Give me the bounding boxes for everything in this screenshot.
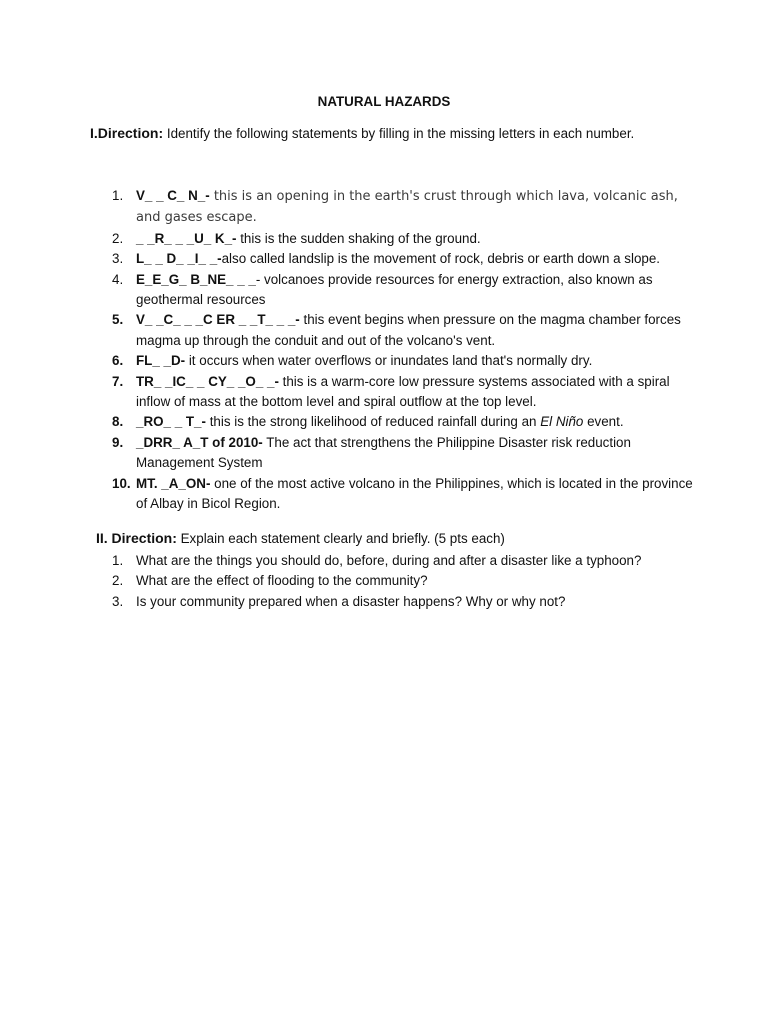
question-item-9 [96,433,696,474]
question-number: 9. [112,434,124,450]
question-italic-term: El Niño [540,414,584,430]
part1-direction-label: I.Direction: [90,125,164,141]
essay-item-2 [96,571,696,591]
essay-item-3 [96,592,696,612]
question-item-3 [96,249,696,269]
page-title: NATURAL HAZARDS [317,94,451,109]
question-item-7 [96,372,696,413]
essay-question: Is your community prepared when a disaster happens? Why or why not? [136,593,566,609]
question-answer-blank: _ _R_ _ _U_ K_- [136,230,237,246]
question-number: 4. [112,271,124,287]
question-description: this is a warm-core low pressure systems associated with a spiral inflow of mass at the bottom level and spiral outflow at the top level. [136,373,670,410]
question-number: 5. [112,312,124,328]
question-answer-blank: V_ _C_ _ _C ER _ _T_ _ _- [136,312,300,328]
part1-direction-text: Identify the following statements by filling in the missing letters in each number. [163,126,635,141]
question-description: one of the most active volcano in the Philippines, which is located in the province of Albay in Bicol Region. [136,475,693,512]
part2-direction [96,530,736,546]
question-answer-blank: FL_ _D- [136,353,186,369]
question-number: 10. [112,475,131,491]
question-item-4 [96,270,696,311]
part2-question-list [96,551,696,612]
question-item-6 [96,351,696,371]
question-number: 1. [112,188,124,203]
part1-direction [90,125,730,141]
essay-item-1 [96,551,696,571]
question-description: this event begins when pressure on the magma chamber forces magma up through the conduit and out of the volcano's vent. [136,312,681,348]
question-description: it occurs when water overflows or inundates land that's normally dry. [185,353,593,369]
part2-direction-label: II. Direction: [96,530,177,546]
question-number: 2. [112,230,124,246]
question-number: 7. [112,373,124,389]
part2-direction-text: Explain each statement clearly and briefly. (5 pts each) [176,531,505,546]
question-description: this is the sudden shaking of the ground. [236,230,481,246]
question-number: 8. [112,414,124,430]
question-description-end: event. [583,414,624,430]
question-number: 6. [112,353,124,369]
question-description: - volcanoes provide resources for energy extraction, also known as geothermal resources [136,271,653,308]
essay-number: 1. [112,553,124,568]
question-item-1 [96,186,696,229]
question-description: also called landslip is the movement of rock, debris or earth down a slope. [221,251,661,267]
essay-number: 3. [112,593,124,609]
question-description: this is an opening in the earth's crust through which lava, volcanic ash, and gases escape. [136,189,678,226]
question-answer-blank: E_E_G_ B_NE_ _ _ [136,271,256,287]
question-answer-blank: _DRR_ A_T of 2010- [136,434,263,450]
question-item-10 [96,474,696,515]
part1-question-list [96,186,696,515]
question-answer-blank: TR_ _IC_ _ CY_ _O_ _- [136,373,279,389]
question-item-8 [96,412,696,432]
question-item-2 [96,229,696,249]
essay-number: 2. [112,573,124,589]
essay-question: What are the effect of flooding to the community? [136,573,428,589]
question-answer-blank: MT. _A_ON- [136,475,211,491]
question-number: 3. [112,251,124,267]
question-item-5 [96,310,696,351]
question-answer-blank: V_ _ C_ N_- [136,188,210,203]
question-answer-blank: L_ _ D_ _I_ _- [136,251,222,267]
question-answer-blank: _RO_ _ T_- [136,414,206,430]
question-description: this is the strong likelihood of reduced rainfall during an [205,414,541,430]
question-description: The act that strengthens the Philippine Disaster risk reduction Management System [136,434,631,471]
essay-question: What are the things you should do, before, during and after a disaster like a typhoon? [136,553,642,568]
